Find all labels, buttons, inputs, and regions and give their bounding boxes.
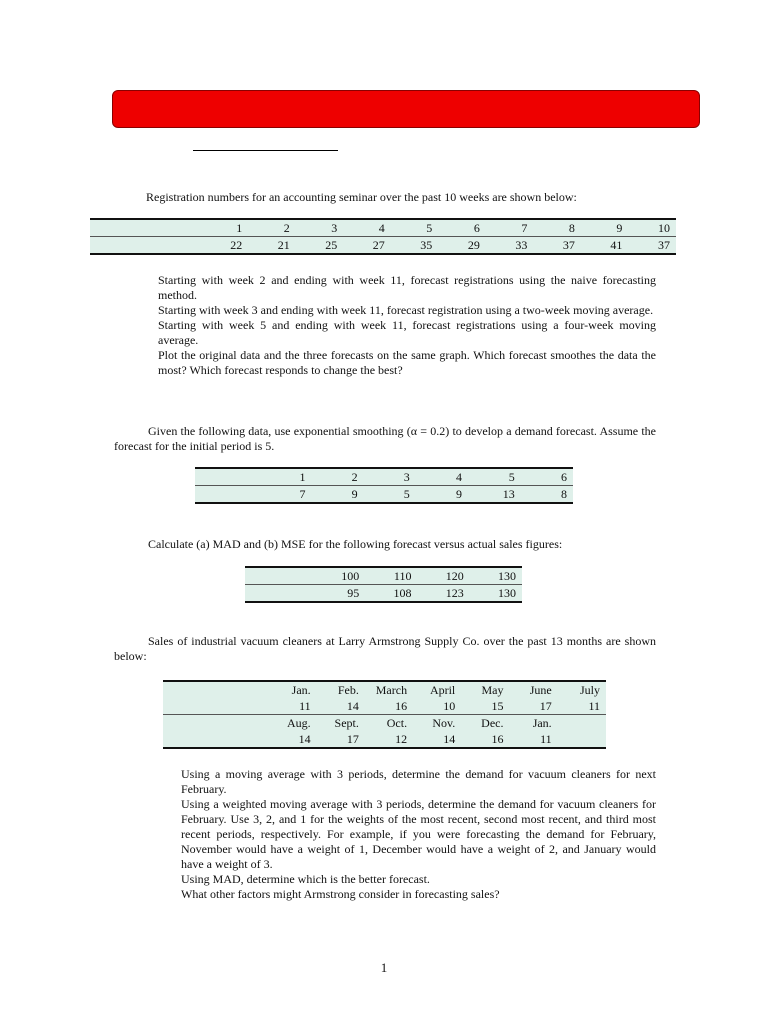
period-cell: 3: [364, 468, 416, 486]
title-banner: [112, 90, 700, 128]
table-lead-cell: [163, 731, 268, 748]
demand-cell: 13: [468, 486, 521, 504]
registration-cell: 25: [296, 237, 344, 255]
month-cell: June: [509, 681, 557, 698]
sales-cell: 17: [509, 698, 557, 715]
week-cell: 7: [486, 219, 534, 237]
registrations-table: [90, 218, 676, 255]
month-cell: Aug.: [268, 715, 316, 732]
sales-cell: 11: [509, 731, 557, 748]
demand-cell: 8: [521, 486, 573, 504]
page-number: 1: [380, 960, 388, 975]
list-item: Starting with week 5 and ending with week 11, forecast registrations using a four-week moving average.: [158, 318, 656, 347]
problem1-intro: Registration numbers for an accounting seminar over the past 10 weeks are shown below:: [146, 190, 577, 204]
week-cell: 2: [248, 219, 296, 237]
demand-cell: 9: [311, 486, 363, 504]
underline-rule: [193, 150, 338, 151]
sales-cell: 14: [317, 698, 365, 715]
sales-cell: 11: [558, 698, 606, 715]
month-cell: Oct.: [365, 715, 413, 732]
period-cell: 6: [521, 468, 573, 486]
sales-cell: 15: [461, 698, 509, 715]
sales-cell: 17: [317, 731, 365, 748]
registration-cell: 21: [248, 237, 296, 255]
sales-cell: 14: [268, 731, 316, 748]
week-cell: 4: [343, 219, 391, 237]
forecast-cell: 110: [365, 567, 417, 585]
sales-cell: 11: [268, 698, 316, 715]
week-cell: 10: [628, 219, 676, 237]
problem1-items: [158, 273, 656, 378]
month-cell: Nov.: [413, 715, 461, 732]
month-cell: May: [461, 681, 509, 698]
registration-cell: 29: [438, 237, 486, 255]
week-cell: 9: [581, 219, 629, 237]
week-cell: 3: [296, 219, 344, 237]
month-cell: Sept.: [317, 715, 365, 732]
sales-cell: 16: [365, 698, 413, 715]
demand-cell: 7: [259, 486, 311, 504]
week-cell: 1: [201, 219, 249, 237]
problem3-intro: Calculate (a) MAD and (b) MSE for the following forecast versus actual sales figures:: [148, 537, 563, 551]
demand-cell: 9: [416, 486, 468, 504]
sales-cell: 12: [365, 731, 413, 748]
table-lead-cell: [163, 681, 268, 698]
actual-cell: 108: [365, 585, 417, 603]
list-item: Using a weighted moving average with 3 periods, determine the demand for vacuum cleaners for February. Use 3, 2, and 1 for the weights of the most recent, second most recent, and third most recent periods, respectively. For example, if you were forecasting the demand for February, November would have a weight of 1, December would have a weight of 2, and January would have a weight of 3.: [181, 797, 656, 871]
actual-cell: 95: [313, 585, 365, 603]
week-cell: 6: [438, 219, 486, 237]
list-item: Using a moving average with 3 periods, determine the demand for vacuum cleaners for next February.: [181, 767, 656, 796]
table-lead-cell: [245, 585, 313, 603]
period-cell: 2: [311, 468, 363, 486]
problem4-intro: Sales of industrial vacuum cleaners at Larry Armstrong Supply Co. over the past 13 months are shown below:: [114, 634, 656, 663]
registration-cell: 41: [581, 237, 629, 255]
week-cell: 8: [533, 219, 581, 237]
forecast-cell: 100: [313, 567, 365, 585]
period-cell: 4: [416, 468, 468, 486]
registration-cell: 35: [391, 237, 439, 255]
month-cell: Jan.: [509, 715, 557, 732]
sales-cell: 10: [413, 698, 461, 715]
week-cell: 5: [391, 219, 439, 237]
list-item: Plot the original data and the three forecasts on the same graph. Which forecast smoothes the data the most? Which forecast responds to change the best?: [158, 348, 656, 377]
table-lead-cell: [90, 237, 201, 255]
sales-cell: 14: [413, 731, 461, 748]
registration-cell: 37: [628, 237, 676, 255]
month-cell: Dec.: [461, 715, 509, 732]
registration-cell: 27: [343, 237, 391, 255]
list-item: Starting with week 2 and ending with week 11, forecast registrations using the naive forecasting method.: [158, 273, 656, 302]
list-item: Using MAD, determine which is the better forecast.: [181, 872, 430, 886]
month-cell: July: [558, 681, 606, 698]
registration-cell: 37: [533, 237, 581, 255]
forecast-cell: 120: [417, 567, 469, 585]
forecast-cell: 130: [470, 567, 522, 585]
demand-table: [195, 467, 573, 504]
period-cell: 1: [259, 468, 311, 486]
sales-forecast-table: [245, 566, 522, 603]
registration-cell: 33: [486, 237, 534, 255]
list-item: Starting with week 3 and ending with week 11, forecast registration using a two-week moving average.: [158, 303, 654, 317]
actual-cell: 123: [417, 585, 469, 603]
sales-cell: 16: [461, 731, 509, 748]
table-lead-cell: [163, 715, 268, 732]
empty-cell: [558, 715, 606, 732]
period-cell: 5: [468, 468, 521, 486]
table-lead-cell: [163, 698, 268, 715]
table-lead-cell: [195, 468, 259, 486]
vacuum-sales-table: [163, 680, 606, 749]
month-cell: March: [365, 681, 413, 698]
problem2-intro: Given the following data, use exponential smoothing (α = 0.2) to develop a demand forecast. Assume the forecast for the initial period is 5.: [114, 424, 656, 453]
actual-cell: 130: [470, 585, 522, 603]
month-cell: April: [413, 681, 461, 698]
table-lead-cell: [245, 567, 313, 585]
demand-cell: 5: [364, 486, 416, 504]
problem4-items: [181, 767, 656, 902]
month-cell: Jan.: [268, 681, 316, 698]
list-item: What other factors might Armstrong consider in forecasting sales?: [181, 887, 500, 901]
month-cell: Feb.: [317, 681, 365, 698]
empty-cell: [558, 731, 606, 748]
table-lead-cell: [195, 486, 259, 504]
registration-cell: 22: [201, 237, 249, 255]
table-lead-cell: [90, 219, 201, 237]
